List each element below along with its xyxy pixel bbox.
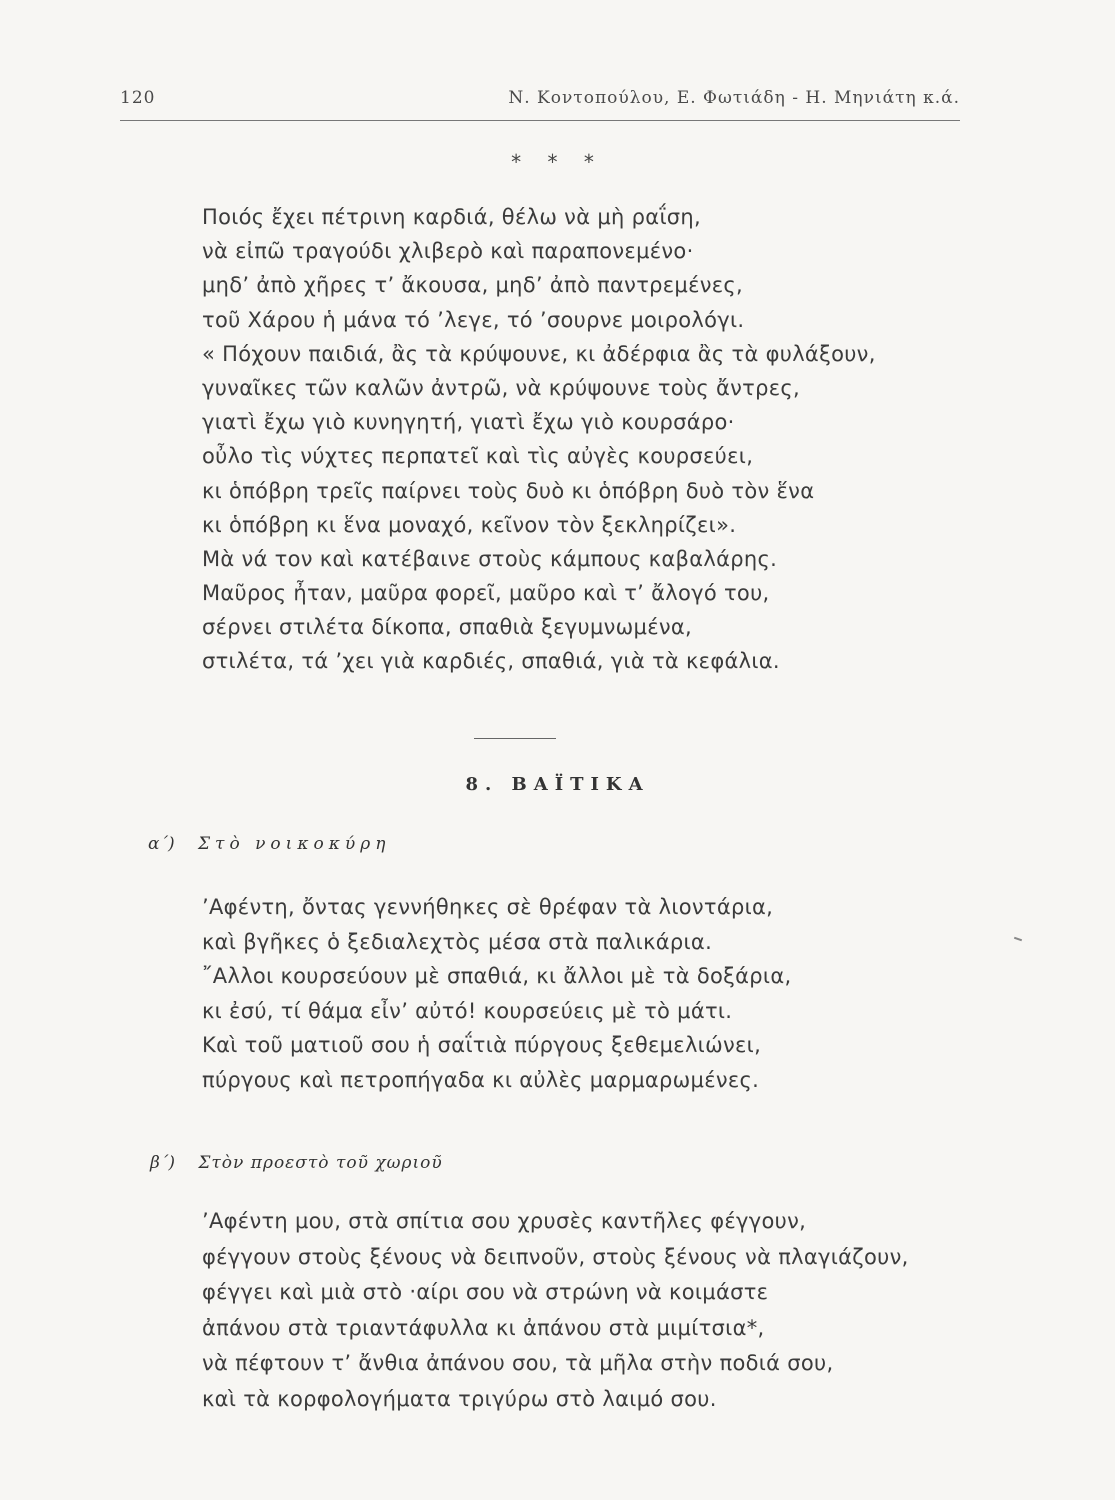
verse-line: ἀπάνου στὰ τριαντάφυλλα κι ἀπάνου στὰ μιμίτσια*, — [202, 1315, 765, 1340]
poem-third — [202, 1204, 909, 1418]
margin-mark — [1014, 937, 1022, 942]
verse-line: ’Αφέντη μου, στὰ σπίτια σου χρυσὲς καντῆλες φέγγουν, — [202, 1209, 807, 1233]
verse-line: Καὶ τοῦ ματιοῦ σου ἡ σαΐτιὰ πύργους ξεθεμελιώνει, — [202, 1033, 762, 1058]
verse-line: γιατὶ ἔχω γιὸ κυνηγητή, γιατὶ ἔχω γιὸ κουρσάρο· — [202, 410, 735, 435]
verse-line: οὖλο τὶς νύχτες περπατεῖ καὶ τὶς αὐγὲς κουρσεύει, — [202, 444, 754, 469]
separator-stars: * * * — [511, 150, 604, 174]
verse-line: φέγγουν στοὺς ξένους νὰ δειπνοῦν, στοὺς ξένους νὰ πλαγιάζουν, — [202, 1244, 909, 1269]
verse-line: νὰ πέφτουν τ’ ἄνθια ἀπάνου σου, τὰ μῆλα στὴν ποδιά σου, — [202, 1351, 834, 1376]
subsection-heading-a — [148, 834, 390, 854]
verse-line: Ποιός ἔχει πέτρινη καρδιά, θέλω νὰ μὴ ραΐση, — [202, 205, 701, 229]
section-title: 8. ΒΑΪΤΙΚΑ — [465, 774, 650, 795]
page-number: 120 — [120, 88, 156, 108]
verse-line: κι ἐσύ, τί θάμα εἶν’ αὐτό! κουρσεύεις μὲ τὸ μάτι. — [202, 998, 733, 1023]
verse-line: Μὰ νά τον καὶ κατέβαινε στοὺς κάμπους καβαλάρης. — [202, 546, 778, 571]
poem-first — [202, 200, 876, 679]
subsection-mark: β΄) — [150, 1153, 175, 1173]
verse-line: κι ὁπόβρη κι ἕνα μοναχό, κεῖνον τὸν ξεκληρίζει». — [202, 512, 737, 537]
verse-line: νὰ εἰπῶ τραγούδι χλιβερὸ καὶ παραπονεμένο· — [202, 239, 694, 264]
verse-line: τοῦ Χάρου ἡ μάνα τό ’λεγε, τό ’σουρνε μοιρολόγι. — [202, 307, 745, 332]
running-header — [120, 84, 960, 118]
header-rule — [120, 120, 960, 121]
verse-line: ’Αφέντη, ὄντας γεννήθηκες σὲ θρέφαν τὰ λιοντάρια, — [202, 895, 774, 919]
verse-line: ῎Αλλοι κουρσεύουν μὲ σπαθιά, κι ἄλλοι μὲ τὰ δοξάρια, — [202, 964, 792, 989]
subsection-mark: α΄) — [148, 834, 175, 854]
verse-line: Μαῦρος ἦταν, μαῦρα φορεῖ, μαῦρο καὶ τ’ ἄλογό του, — [202, 581, 770, 606]
verse-line: στιλέτα, τά ’χει γιὰ καρδιές, σπαθιά, γιὰ τὰ κεφάλια. — [202, 649, 780, 674]
verse-line: φέγγει καὶ μιὰ στὸ ‧αίρι σου νὰ στρώνη νὰ κοιμάστε — [202, 1280, 769, 1305]
subsection-title: Στὸν προεστὸ τοῦ χωριοῦ — [198, 1153, 443, 1173]
verse-line: πύργους καὶ πετροπήγαδα κι αὐλὲς μαρμαρωμένες. — [202, 1067, 760, 1092]
subsection-title: Στὸ νοικοκύρη — [198, 834, 391, 854]
verse-line: μηδ’ ἀπὸ χῆρες τ’ ἄκουσα, μηδ’ ἀπὸ παντρεμένες, — [202, 273, 744, 298]
verse-line: καὶ τὰ κορφολογήματα τριγύρω στὸ λαιμό σου. — [202, 1386, 717, 1411]
running-title: Ν. Κοντοπούλου, Ε. Φωτιάδη - Η. Μηνιάτη κ.ά. — [508, 88, 960, 108]
verse-line: « Πόχουν παιδιά, ἂς τὰ κρύψουνε, κι ἀδέρφια ἂς τὰ φυλάξουν, — [202, 341, 876, 366]
verse-line: γυναῖκες τῶν καλῶν ἀντρῶ, νὰ κρύψουνε τοὺς ἄντρες, — [202, 375, 800, 400]
verse-line: κι ὁπόβρη τρεῖς παίρνει τοὺς δυὸ κι ὁπόβρη δυὸ τὸν ἕνα — [202, 478, 815, 503]
section-divider — [474, 738, 556, 739]
poem-second — [202, 890, 791, 1098]
subsection-heading-b — [150, 1153, 443, 1173]
verse-line: σέρνει στιλέτα δίκοπα, σπαθιὰ ξεγυμνωμένα, — [202, 615, 693, 640]
verse-line: καὶ βγῆκες ὁ ξεδιαλεχτὸς μέσα στὰ παλικάρια. — [202, 929, 713, 954]
